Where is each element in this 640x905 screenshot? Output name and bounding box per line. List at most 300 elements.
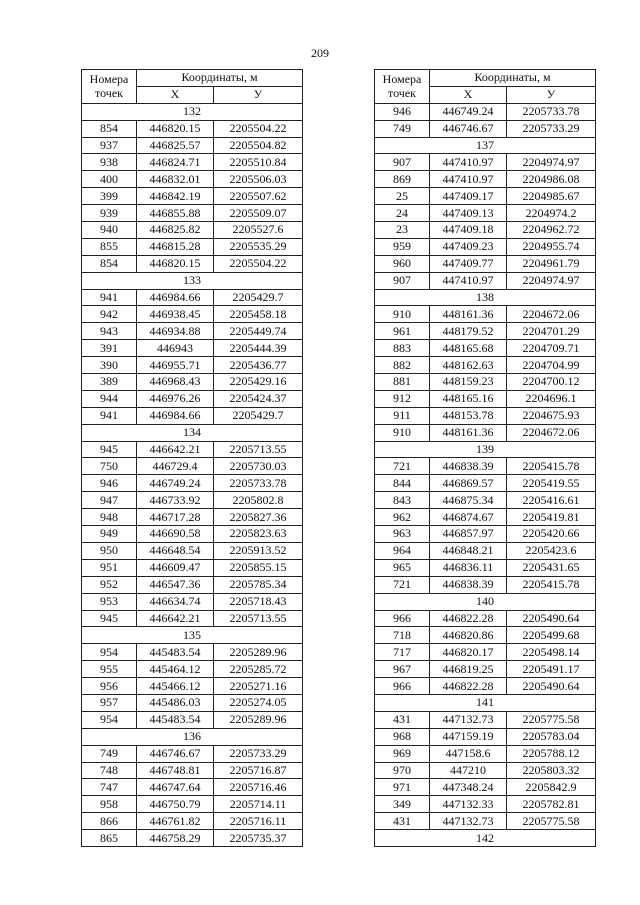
y-coordinate-cell: 2205498.14 xyxy=(507,644,596,661)
point-number-cell: 944 xyxy=(82,390,137,407)
y-coordinate-cell: 2205419.81 xyxy=(507,509,596,526)
section-number: 135 xyxy=(82,627,303,644)
y-coordinate-cell: 2205285.72 xyxy=(214,661,303,678)
table-row xyxy=(375,154,596,171)
y-coordinate-cell: 2205507.62 xyxy=(214,188,303,205)
y-coordinate-cell: 2205416.61 xyxy=(507,492,596,509)
point-number-cell: 945 xyxy=(82,610,137,627)
table-row xyxy=(375,526,596,543)
y-coordinate-cell: 2205842.9 xyxy=(507,779,596,796)
point-number-cell: 389 xyxy=(82,374,137,391)
table-row xyxy=(375,644,596,661)
point-number-cell: 970 xyxy=(375,762,430,779)
y-coordinate-cell: 2205730.03 xyxy=(214,458,303,475)
y-coordinate-cell: 2204701.29 xyxy=(507,323,596,340)
point-number-cell: 400 xyxy=(82,171,137,188)
table-row xyxy=(375,475,596,492)
y-coordinate-cell: 2205420.66 xyxy=(507,526,596,543)
x-coordinate-cell: 447409.23 xyxy=(430,238,507,255)
x-coordinate-cell: 446984.66 xyxy=(137,289,214,306)
x-coordinate-cell: 447132.33 xyxy=(430,796,507,813)
table-row xyxy=(375,255,596,272)
y-coordinate-cell: 2205289.96 xyxy=(214,711,303,728)
y-coordinate-cell: 2205733.29 xyxy=(507,120,596,137)
x-coordinate-cell: 445464.12 xyxy=(137,661,214,678)
coordinates-table-left xyxy=(81,69,303,847)
y-coordinate-cell: 2205510.84 xyxy=(214,154,303,171)
point-number-cell: 965 xyxy=(375,559,430,576)
y-coordinate-cell: 2205716.46 xyxy=(214,779,303,796)
point-number-cell: 865 xyxy=(82,830,137,847)
x-coordinate-cell: 446848.21 xyxy=(430,542,507,559)
x-coordinate-cell: 446934.88 xyxy=(137,323,214,340)
table-row xyxy=(375,340,596,357)
section-row xyxy=(375,441,596,458)
table-row xyxy=(82,762,303,779)
table-row xyxy=(82,475,303,492)
section-row xyxy=(375,694,596,711)
table-row xyxy=(82,238,303,255)
x-coordinate-cell: 446609.47 xyxy=(137,559,214,576)
section-number: 142 xyxy=(375,830,596,847)
y-coordinate-cell: 2204704.99 xyxy=(507,357,596,374)
header-point-numbers: Номера точек xyxy=(82,70,137,104)
point-number-cell: 953 xyxy=(82,593,137,610)
x-coordinate-cell: 446815.28 xyxy=(137,238,214,255)
point-number-cell: 938 xyxy=(82,154,137,171)
section-row xyxy=(375,830,596,847)
point-number-cell: 951 xyxy=(82,559,137,576)
y-coordinate-cell: 2204672.06 xyxy=(507,424,596,441)
x-coordinate-cell: 447409.77 xyxy=(430,255,507,272)
table-row xyxy=(375,306,596,323)
point-number-cell: 854 xyxy=(82,255,137,272)
y-coordinate-cell: 2205716.87 xyxy=(214,762,303,779)
x-coordinate-cell: 448161.36 xyxy=(430,424,507,441)
x-coordinate-cell: 446758.29 xyxy=(137,830,214,847)
table-row xyxy=(375,576,596,593)
x-coordinate-cell: 446822.28 xyxy=(430,610,507,627)
y-coordinate-cell: 2204675.93 xyxy=(507,407,596,424)
point-number-cell: 718 xyxy=(375,627,430,644)
x-coordinate-cell: 446819.25 xyxy=(430,661,507,678)
y-coordinate-cell: 2205785.34 xyxy=(214,576,303,593)
header-y: У xyxy=(214,86,303,103)
point-number-cell: 969 xyxy=(375,745,430,762)
point-number-cell: 946 xyxy=(375,103,430,120)
table-row xyxy=(82,188,303,205)
y-coordinate-cell: 2205504.22 xyxy=(214,255,303,272)
header-y: У xyxy=(507,86,596,103)
table-row xyxy=(82,509,303,526)
point-number-cell: 349 xyxy=(375,796,430,813)
page-number: 209 xyxy=(311,46,329,60)
x-coordinate-cell: 446968.43 xyxy=(137,374,214,391)
y-coordinate-cell: 2205274.05 xyxy=(214,694,303,711)
y-coordinate-cell: 2205713.55 xyxy=(214,610,303,627)
table-row xyxy=(82,559,303,576)
x-coordinate-cell: 447132.73 xyxy=(430,711,507,728)
point-number-cell: 954 xyxy=(82,711,137,728)
x-coordinate-cell: 446874.67 xyxy=(430,509,507,526)
header-coordinates: Координаты, м xyxy=(137,70,303,87)
y-coordinate-cell: 2205713.55 xyxy=(214,441,303,458)
y-coordinate-cell: 2205424.37 xyxy=(214,390,303,407)
x-coordinate-cell: 445466.12 xyxy=(137,678,214,695)
table-row xyxy=(375,610,596,627)
point-number-cell: 955 xyxy=(82,661,137,678)
section-number: 141 xyxy=(375,694,596,711)
point-number-cell: 962 xyxy=(375,509,430,526)
x-coordinate-cell: 447158.6 xyxy=(430,745,507,762)
table-row xyxy=(375,745,596,762)
point-number-cell: 941 xyxy=(82,289,137,306)
y-coordinate-cell: 2205504.22 xyxy=(214,120,303,137)
y-coordinate-cell: 2205802.8 xyxy=(214,492,303,509)
y-coordinate-cell: 2204955.74 xyxy=(507,238,596,255)
point-number-cell: 971 xyxy=(375,779,430,796)
y-coordinate-cell: 2205429.7 xyxy=(214,289,303,306)
section-row xyxy=(82,627,303,644)
y-coordinate-cell: 2205733.29 xyxy=(214,745,303,762)
table-row xyxy=(82,813,303,830)
table-row xyxy=(82,542,303,559)
section-row xyxy=(375,593,596,610)
table-row xyxy=(82,678,303,695)
point-number-cell: 390 xyxy=(82,357,137,374)
x-coordinate-cell: 446642.21 xyxy=(137,610,214,627)
table-row xyxy=(375,205,596,222)
x-coordinate-cell: 448179.52 xyxy=(430,323,507,340)
table-row xyxy=(375,779,596,796)
x-coordinate-cell: 448153.78 xyxy=(430,407,507,424)
point-number-cell: 391 xyxy=(82,340,137,357)
x-coordinate-cell: 446747.64 xyxy=(137,779,214,796)
table-row xyxy=(82,306,303,323)
point-number-cell: 967 xyxy=(375,661,430,678)
table-row xyxy=(375,661,596,678)
point-number-cell: 747 xyxy=(82,779,137,796)
point-number-cell: 937 xyxy=(82,137,137,154)
table-row xyxy=(375,711,596,728)
table-row xyxy=(82,644,303,661)
x-coordinate-cell: 446976.26 xyxy=(137,390,214,407)
x-coordinate-cell: 447409.13 xyxy=(430,205,507,222)
x-coordinate-cell: 446820.15 xyxy=(137,120,214,137)
y-coordinate-cell: 2204974.97 xyxy=(507,154,596,171)
x-coordinate-cell: 446938.45 xyxy=(137,306,214,323)
table-row xyxy=(375,424,596,441)
x-coordinate-cell: 446761.82 xyxy=(137,813,214,830)
y-coordinate-cell: 2205535.29 xyxy=(214,238,303,255)
y-coordinate-cell: 2205775.58 xyxy=(507,711,596,728)
table-row xyxy=(375,542,596,559)
x-coordinate-cell: 445483.54 xyxy=(137,644,214,661)
point-number-cell: 866 xyxy=(82,813,137,830)
header-point-numbers: Номера точек xyxy=(375,70,430,104)
x-coordinate-cell: 446749.24 xyxy=(137,475,214,492)
point-number-cell: 882 xyxy=(375,357,430,374)
table-header xyxy=(375,70,596,104)
point-number-cell: 749 xyxy=(82,745,137,762)
section-number: 136 xyxy=(82,728,303,745)
y-coordinate-cell: 2205803.32 xyxy=(507,762,596,779)
x-coordinate-cell: 446822.28 xyxy=(430,678,507,695)
x-coordinate-cell: 446748.81 xyxy=(137,762,214,779)
x-coordinate-cell: 446857.97 xyxy=(430,526,507,543)
y-coordinate-cell: 2205855.15 xyxy=(214,559,303,576)
y-coordinate-cell: 2204974.97 xyxy=(507,272,596,289)
point-number-cell: 966 xyxy=(375,678,430,695)
table-row xyxy=(375,627,596,644)
y-coordinate-cell: 2205782.81 xyxy=(507,796,596,813)
x-coordinate-cell: 446547.36 xyxy=(137,576,214,593)
y-coordinate-cell: 2205504.82 xyxy=(214,137,303,154)
point-number-cell: 911 xyxy=(375,407,430,424)
x-coordinate-cell: 446820.15 xyxy=(137,255,214,272)
x-coordinate-cell: 447409.18 xyxy=(430,222,507,239)
section-number: 138 xyxy=(375,289,596,306)
x-coordinate-cell: 446717.28 xyxy=(137,509,214,526)
y-coordinate-cell: 2205490.64 xyxy=(507,610,596,627)
point-number-cell: 23 xyxy=(375,222,430,239)
x-coordinate-cell: 448165.68 xyxy=(430,340,507,357)
table-row xyxy=(375,796,596,813)
y-coordinate-cell: 2205458.18 xyxy=(214,306,303,323)
point-number-cell: 950 xyxy=(82,542,137,559)
point-number-cell: 843 xyxy=(375,492,430,509)
table-row xyxy=(375,458,596,475)
point-number-cell: 883 xyxy=(375,340,430,357)
point-number-cell: 939 xyxy=(82,205,137,222)
table-row xyxy=(375,762,596,779)
header-coordinates: Координаты, м xyxy=(430,70,596,87)
x-coordinate-cell: 446648.54 xyxy=(137,542,214,559)
table-body xyxy=(375,103,596,846)
y-coordinate-cell: 2205823.63 xyxy=(214,526,303,543)
y-coordinate-cell: 2205509.07 xyxy=(214,205,303,222)
x-coordinate-cell: 446634.74 xyxy=(137,593,214,610)
x-coordinate-cell: 445486.03 xyxy=(137,694,214,711)
x-coordinate-cell: 446855.88 xyxy=(137,205,214,222)
y-coordinate-cell: 2205419.55 xyxy=(507,475,596,492)
point-number-cell: 907 xyxy=(375,272,430,289)
y-coordinate-cell: 2205415.78 xyxy=(507,458,596,475)
section-number: 140 xyxy=(375,593,596,610)
point-number-cell: 431 xyxy=(375,711,430,728)
table-row xyxy=(375,678,596,695)
x-coordinate-cell: 446869.57 xyxy=(430,475,507,492)
point-number-cell: 952 xyxy=(82,576,137,593)
table-row xyxy=(82,779,303,796)
x-coordinate-cell: 447409.17 xyxy=(430,188,507,205)
table-row xyxy=(375,222,596,239)
table-body xyxy=(82,103,303,846)
y-coordinate-cell: 2205423.6 xyxy=(507,542,596,559)
table-row xyxy=(375,357,596,374)
y-coordinate-cell: 2205913.52 xyxy=(214,542,303,559)
point-number-cell: 25 xyxy=(375,188,430,205)
header-x: X xyxy=(430,86,507,103)
point-number-cell: 855 xyxy=(82,238,137,255)
x-coordinate-cell: 446984.66 xyxy=(137,407,214,424)
point-number-cell: 717 xyxy=(375,644,430,661)
point-number-cell: 948 xyxy=(82,509,137,526)
x-coordinate-cell: 446842.19 xyxy=(137,188,214,205)
table-row xyxy=(375,171,596,188)
point-number-cell: 963 xyxy=(375,526,430,543)
y-coordinate-cell: 2204974.2 xyxy=(507,205,596,222)
x-coordinate-cell: 447410.97 xyxy=(430,154,507,171)
point-number-cell: 964 xyxy=(375,542,430,559)
table-row xyxy=(375,813,596,830)
x-coordinate-cell: 446750.79 xyxy=(137,796,214,813)
section-number: 134 xyxy=(82,424,303,441)
x-coordinate-cell: 448159.23 xyxy=(430,374,507,391)
y-coordinate-cell: 2205499.68 xyxy=(507,627,596,644)
table-row xyxy=(82,576,303,593)
point-number-cell: 844 xyxy=(375,475,430,492)
table-row xyxy=(82,526,303,543)
point-number-cell: 946 xyxy=(82,475,137,492)
table-header xyxy=(82,70,303,104)
y-coordinate-cell: 2205783.04 xyxy=(507,728,596,745)
table-row xyxy=(82,137,303,154)
x-coordinate-cell: 446838.39 xyxy=(430,576,507,593)
point-number-cell: 721 xyxy=(375,576,430,593)
x-coordinate-cell: 447410.97 xyxy=(430,272,507,289)
table-row xyxy=(82,407,303,424)
coordinates-table-right xyxy=(374,69,596,847)
point-number-cell: 947 xyxy=(82,492,137,509)
table-row xyxy=(375,492,596,509)
x-coordinate-cell: 448161.36 xyxy=(430,306,507,323)
table-row xyxy=(375,120,596,137)
table-row xyxy=(82,255,303,272)
y-coordinate-cell: 2205827.36 xyxy=(214,509,303,526)
y-coordinate-cell: 2205775.58 xyxy=(507,813,596,830)
section-row xyxy=(375,289,596,306)
x-coordinate-cell: 447210 xyxy=(430,762,507,779)
section-number: 139 xyxy=(375,441,596,458)
y-coordinate-cell: 2205431.65 xyxy=(507,559,596,576)
point-number-cell: 945 xyxy=(82,441,137,458)
table-row xyxy=(82,120,303,137)
table-row xyxy=(82,745,303,762)
y-coordinate-cell: 2205449.74 xyxy=(214,323,303,340)
table-row xyxy=(82,222,303,239)
point-number-cell: 749 xyxy=(375,120,430,137)
x-coordinate-cell: 446820.86 xyxy=(430,627,507,644)
point-number-cell: 907 xyxy=(375,154,430,171)
x-coordinate-cell: 446955.71 xyxy=(137,357,214,374)
point-number-cell: 399 xyxy=(82,188,137,205)
table-row xyxy=(82,323,303,340)
y-coordinate-cell: 2204986.08 xyxy=(507,171,596,188)
table-row xyxy=(82,796,303,813)
x-coordinate-cell: 446836.11 xyxy=(430,559,507,576)
table-row xyxy=(82,289,303,306)
table-row xyxy=(82,390,303,407)
x-coordinate-cell: 446832.01 xyxy=(137,171,214,188)
table-row xyxy=(375,559,596,576)
point-number-cell: 431 xyxy=(375,813,430,830)
point-number-cell: 721 xyxy=(375,458,430,475)
table-row xyxy=(375,103,596,120)
y-coordinate-cell: 2204696.1 xyxy=(507,390,596,407)
x-coordinate-cell: 446820.17 xyxy=(430,644,507,661)
x-coordinate-cell: 446746.67 xyxy=(430,120,507,137)
point-number-cell: 869 xyxy=(375,171,430,188)
point-number-cell: 748 xyxy=(82,762,137,779)
y-coordinate-cell: 2205289.96 xyxy=(214,644,303,661)
x-coordinate-cell: 445483.54 xyxy=(137,711,214,728)
table-row xyxy=(82,154,303,171)
point-number-cell: 961 xyxy=(375,323,430,340)
table-row xyxy=(82,340,303,357)
y-coordinate-cell: 2205436.77 xyxy=(214,357,303,374)
table-row xyxy=(82,441,303,458)
table-row xyxy=(82,593,303,610)
point-number-cell: 940 xyxy=(82,222,137,239)
point-number-cell: 912 xyxy=(375,390,430,407)
table-row xyxy=(82,171,303,188)
table-row xyxy=(82,492,303,509)
y-coordinate-cell: 2205490.64 xyxy=(507,678,596,695)
y-coordinate-cell: 2204985.67 xyxy=(507,188,596,205)
table-row xyxy=(82,374,303,391)
point-number-cell: 949 xyxy=(82,526,137,543)
section-number: 137 xyxy=(375,137,596,154)
y-coordinate-cell: 2204700.12 xyxy=(507,374,596,391)
table-row xyxy=(82,205,303,222)
table-row xyxy=(375,509,596,526)
table-row xyxy=(82,357,303,374)
point-number-cell: 750 xyxy=(82,458,137,475)
x-coordinate-cell: 446825.57 xyxy=(137,137,214,154)
y-coordinate-cell: 2205491.17 xyxy=(507,661,596,678)
point-number-cell: 943 xyxy=(82,323,137,340)
table-row xyxy=(375,728,596,745)
y-coordinate-cell: 2204961.79 xyxy=(507,255,596,272)
point-number-cell: 910 xyxy=(375,306,430,323)
point-number-cell: 881 xyxy=(375,374,430,391)
y-coordinate-cell: 2205506.03 xyxy=(214,171,303,188)
point-number-cell: 958 xyxy=(82,796,137,813)
table-row xyxy=(82,830,303,847)
table-row xyxy=(82,610,303,627)
point-number-cell: 966 xyxy=(375,610,430,627)
x-coordinate-cell: 446733.92 xyxy=(137,492,214,509)
x-coordinate-cell: 446943 xyxy=(137,340,214,357)
x-coordinate-cell: 447159.19 xyxy=(430,728,507,745)
point-number-cell: 968 xyxy=(375,728,430,745)
x-coordinate-cell: 447348.24 xyxy=(430,779,507,796)
point-number-cell: 956 xyxy=(82,678,137,695)
x-coordinate-cell: 446749.24 xyxy=(430,103,507,120)
y-coordinate-cell: 2205788.12 xyxy=(507,745,596,762)
point-number-cell: 910 xyxy=(375,424,430,441)
x-coordinate-cell: 446824.71 xyxy=(137,154,214,171)
section-number: 133 xyxy=(82,272,303,289)
x-coordinate-cell: 446746.67 xyxy=(137,745,214,762)
point-number-cell: 960 xyxy=(375,255,430,272)
point-number-cell: 854 xyxy=(82,120,137,137)
point-number-cell: 24 xyxy=(375,205,430,222)
y-coordinate-cell: 2205718.43 xyxy=(214,593,303,610)
section-row xyxy=(82,103,303,120)
section-number: 132 xyxy=(82,103,303,120)
